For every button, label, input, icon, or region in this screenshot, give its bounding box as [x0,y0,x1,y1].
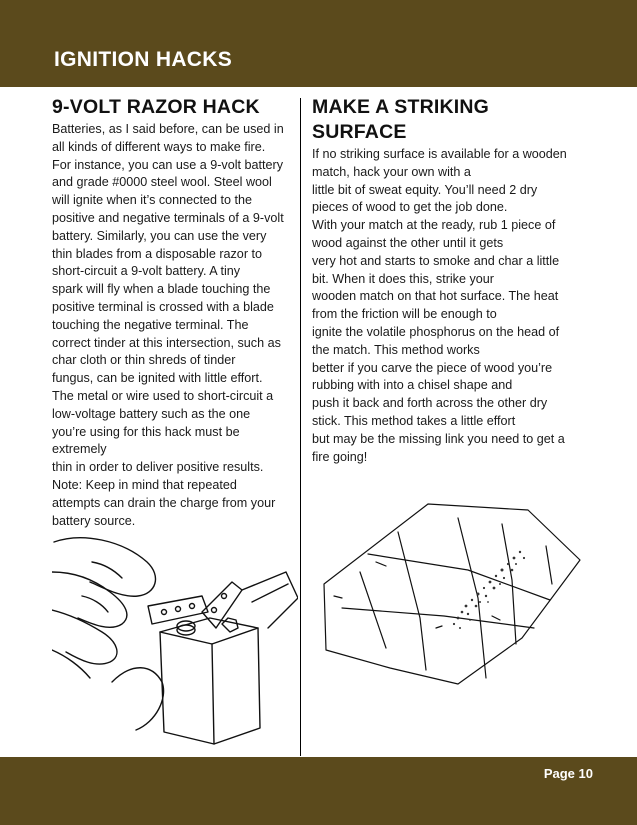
text-line: from the friction will be enough to [312,307,497,322]
header-banner [0,0,637,87]
footer-banner [0,757,637,825]
text-line: attempts can drain the charge from your [52,495,276,510]
text-line: touching the negative terminal. The [52,317,249,332]
text-line: the match. This method works [312,342,480,357]
left-heading: 9-VOLT RAZOR HACK [52,96,260,118]
text-line: thin in order to deliver positive results. [52,460,264,475]
text-line: char cloth or thin shreds of tinder [52,353,236,368]
text-line: For instance, you can use a 9-volt battery [52,157,284,172]
right-body-text [312,146,574,466]
text-line: fungus, can be ignited with little effort. [52,371,263,386]
left-body-text [52,121,292,530]
page-number: Page 10 [543,766,593,781]
text-line: extremely [52,442,107,457]
text-line: rubbing with into a chisel shape and [312,378,513,393]
left-column [52,95,292,530]
text-line: push it back and forth across the other dry [312,396,548,411]
text-line: The metal or wire used to short-circuit a [52,388,274,403]
text-line: With your match at the ready, rub 1 piece of [312,218,556,233]
text-line: Batteries, as I said before, can be used in [52,122,284,136]
battery-razor-illustration [52,532,298,754]
text-line: battery. Similarly, you can use the very [52,228,267,243]
text-line: thin blades from a disposable razor to [52,246,263,261]
right-heading-line: MAKE A STRIKING [312,96,490,118]
right-column [312,95,574,466]
text-line: pieces of wood to get the job done. [312,200,508,215]
section-title: IGNITION HACKS [54,48,233,71]
text-line: Note: Keep in mind that repeated [52,477,237,492]
wood-striking-surface-illustration [316,488,586,698]
right-heading-line: SURFACE [312,121,407,143]
text-line: short-circuit a 9-volt battery. A tiny [52,264,241,279]
text-line: wood against the other until it gets [312,235,504,250]
text-line: spark will fly when a blade touching the [52,282,271,297]
text-line: If no striking surface is available for a wooden [312,147,567,161]
text-line: all kinds of different ways to make fire. [52,139,266,154]
column-divider [300,98,301,756]
text-line: stick. This method takes a little effort [312,413,516,428]
right-heading [312,95,574,145]
text-line: and grade #0000 steel wool. Steel wool [52,175,272,190]
text-line: correct tinder at this intersection, such as [52,335,281,350]
text-line: better if you carve the piece of wood you’re [312,360,553,375]
text-line: low-voltage battery such as the one [52,406,251,421]
text-line: positive and negative terminals of a 9-volt [52,210,284,225]
text-line: ignite the volatile phosphorus on the head of [312,324,560,339]
text-line: very hot and starts to smoke and char a little [312,253,560,268]
text-line: wooden match on that hot surface. The heat [312,289,559,304]
text-line: little bit of sweat equity. You’ll need 2 dry [312,182,538,197]
text-line: battery source. [52,513,136,528]
text-line: match, hack your own with a [312,164,471,179]
text-line: you’re using for this hack must be [52,424,240,439]
text-line: but may be the missing link you need to get a [312,431,565,446]
text-line: will ignite when it’s connected to the [52,193,252,208]
text-line: bit. When it does this, strike your [312,271,494,286]
text-line: positive terminal is crossed with a blade [52,299,274,314]
text-line: fire going! [312,449,368,464]
